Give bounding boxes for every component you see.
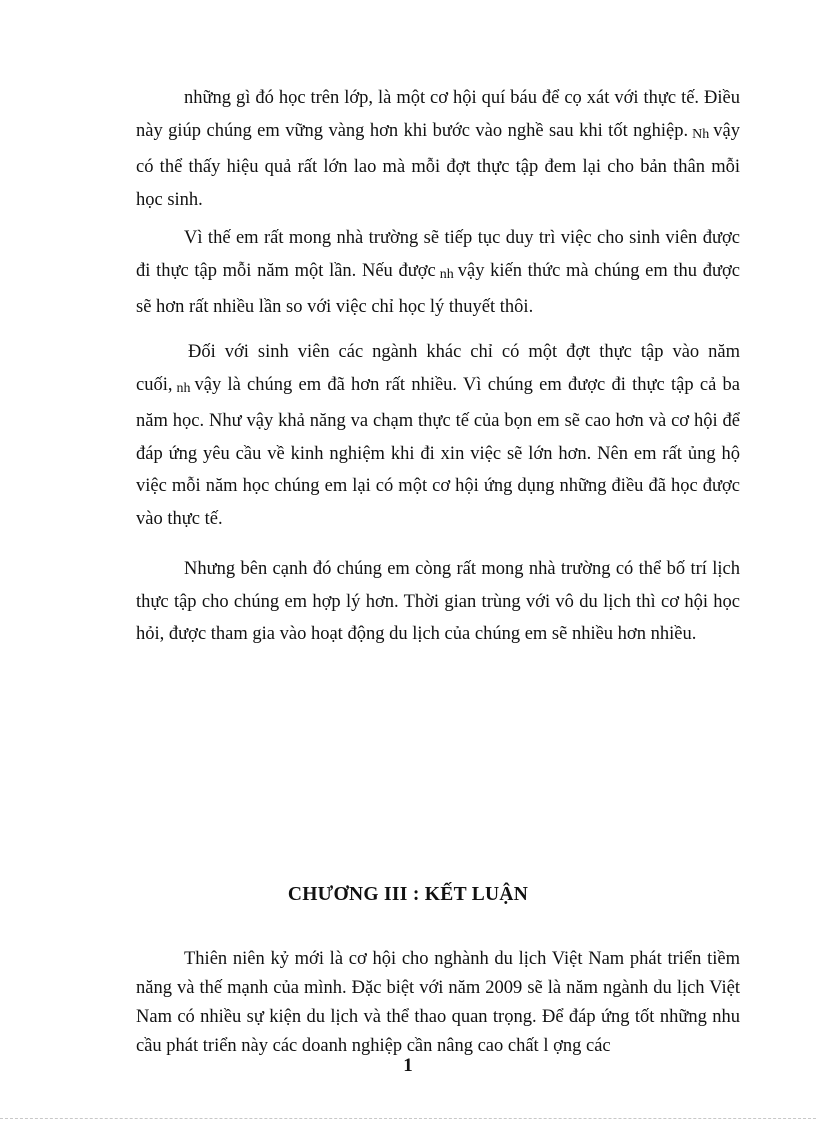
p1-line-3-fragment: Nh bbox=[692, 126, 710, 142]
chapter-heading: CHƯƠNG III : KẾT LUẬN bbox=[287, 884, 529, 905]
p1-line-2: Điều này giúp chúng em vững vàng hơn khi bước vào nghề sau khi tốt bbox=[136, 88, 740, 141]
p3-line-2b: vậy là chúng em đã hơn rất nhiều. Vì chúng em được đi thực tập cả bbox=[194, 374, 717, 395]
p2-line-1: Vì thế em rất mong nhà trường sẽ tiếp tục duy trì việc cho sinh viên bbox=[184, 228, 698, 248]
p3-line-1: Đối với sinh viên các ngành khác chỉ có một đợt thực tập vào năm bbox=[188, 342, 740, 362]
conclusion-line-2: tiềm năng và thế mạnh của mình. Đặc biệt với năm 2009 sẽ là năm ngành du bbox=[136, 949, 740, 998]
p4-line-1: Nhưng bên cạnh đó chúng em còng rất mong nhà trường có thể bố trí bbox=[184, 559, 707, 579]
p4-line-3: hội học hỏi, được tham gia vào hoạt động du lịch của chúng em sẽ nhiều hơn bbox=[136, 591, 741, 644]
conclusion-line-4: những nhu cầu phát triển này các doanh nghiệp cần nâng cao chất l ợng các bbox=[136, 1007, 741, 1056]
paragraph-3 bbox=[136, 336, 740, 535]
conclusion-paragraph bbox=[136, 945, 740, 1061]
p3-line-3: ba năm học. Như vậy khả năng va chạm thực tế của bọn em sẽ cao hơn và cơ bbox=[136, 374, 740, 431]
p4-line-2: lịch thực tập cho chúng em hợp lý hơn. Thời gian trùng với vô du lịch thì cơ bbox=[136, 559, 740, 612]
p3-line-6: học được vào thực tế. bbox=[136, 476, 741, 529]
page-break-line bbox=[0, 1118, 816, 1119]
p3-line-5: ủng hộ việc mỗi năm học chúng em lại có một cơ hội ứng dụng những điều đã bbox=[136, 443, 741, 496]
p1-line-3a: nghiệp. bbox=[633, 120, 689, 141]
p2-line-2-fragment: nh bbox=[439, 266, 454, 282]
p2-line-2a: được đi thực tập mỗi năm một lần. Nếu được bbox=[136, 228, 740, 281]
paragraph-2 bbox=[136, 222, 740, 324]
conclusion-line-1: Thiên niên kỷ mới là cơ hội cho nghành du lịch Việt Nam phát triển bbox=[184, 949, 702, 969]
p1-line-1: những gì đó học trên lớp, là một cơ hội quí báu để cọ xát với thực tế. bbox=[184, 88, 700, 108]
paragraph-1 bbox=[136, 82, 740, 216]
p1-line-4: cho bản thân mỗi học sinh. bbox=[136, 157, 741, 210]
p3-line-2-fragment: nh bbox=[176, 380, 191, 396]
p4-line-4: nhiều. bbox=[650, 624, 697, 644]
p2-line-3: thu được sẽ hơn rất nhiều lần so với việc chỉ học lý thuyết thôi. bbox=[136, 260, 741, 317]
conclusion-line-3: lịch Việt Nam có nhiều sự kiện du lịch và thể thao quan trọng. Để đáp ứng tốt bbox=[136, 978, 740, 1027]
p3-line-4: hội để đáp ứng yêu cầu về kinh nghiệm khi đi xin việc sẽ lớn hơn. Nên em rất bbox=[136, 411, 740, 464]
paragraph-4 bbox=[136, 553, 740, 651]
p3-line-2a: cuối, bbox=[136, 374, 173, 395]
p2-line-2b: vậy kiến thức mà chúng em bbox=[457, 260, 668, 281]
page-number: 1 bbox=[403, 1055, 413, 1076]
p1-line-3b: vậy có thể thấy hiệu quả rất lớn lao mà mỗi đợt thực tập đem lại bbox=[136, 120, 740, 177]
